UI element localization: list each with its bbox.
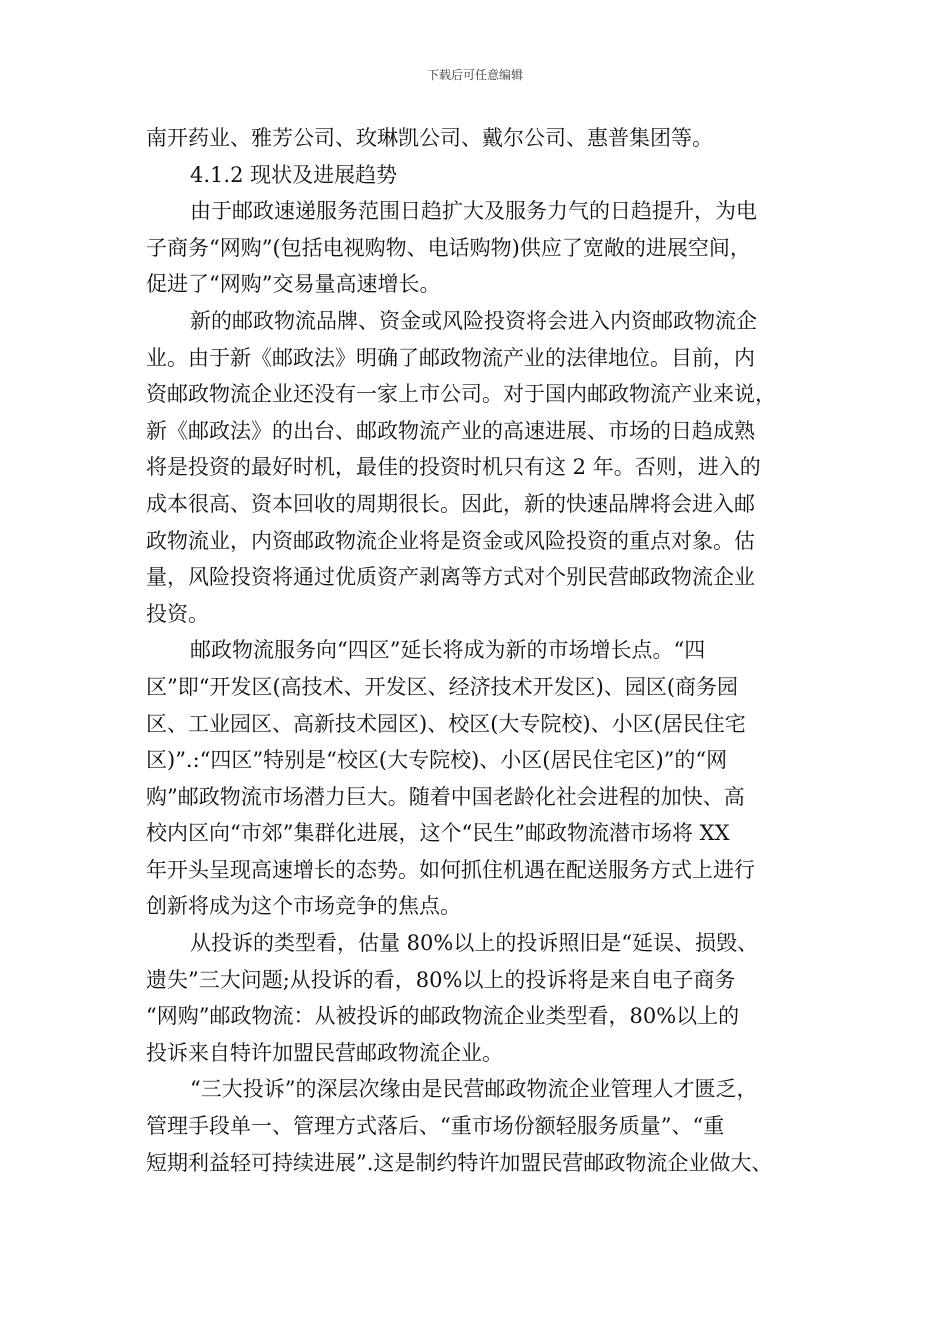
text-line: 南开药业、雅芳公司、玫琳凯公司、戴尔公司、惠普集团等。 [146,126,713,150]
paragraph-line: 遗失”三大问题;从投诉的看，80%以上的投诉将是来自电子商务 [146,967,736,992]
document-body [146,120,826,1181]
paragraph-line: 购”邮政物流市场潜力巨大。随着中国老龄化社会进程的加快、高 [146,784,745,809]
paragraph-line: 新《邮政法》的出台、邮政物流产业的高速进展、市场的日趋成熟 [146,418,755,443]
paragraph-line: 校内区向“市郊”集群化进展，这个“民生”邮政物流潜市场将 XX [146,821,730,846]
paragraph-line: 区”即“开发区(高技术、开发区、经济技术开发区)、园区(商务园 [146,674,739,699]
paragraph-line: 将是投资的最好时机，最佳的投资时机只有这 2 年。否则，进入的 [146,455,761,480]
paragraph-line: 新的邮政物流品牌、资金或风险投资将会进入内资邮政物流企 [190,308,757,333]
paragraph-line: 投资。 [146,601,209,626]
paragraph-line: 资邮政物流企业还没有一家上市公司。对于国内邮政物流产业来说， [146,382,776,407]
paragraph-line: 投诉来自特许加盟民营邮政物流企业。 [146,1040,503,1065]
paragraph-line: 年开头呈现高速增长的态势。如何抓住机遇在配送服务方式上进行 [146,857,755,882]
paragraph-line: 子商务“网购”(包括电视购物、电话购物)供应了宽敞的进展空间， [146,235,751,260]
paragraph-line: “网购”邮政物流：从被投诉的邮政物流企业类型看，80%以上的 [146,1004,740,1029]
paragraph-line: 区、工业园区、高新技术园区)、校区(大专院校)、小区(居民住宅 [146,711,746,736]
paragraph-line: 区)”.:“四区”特别是“校区(大专院校)、小区(居民住宅区)”的“网 [146,748,728,773]
page-header: 下载后可任意编辑 [426,68,523,82]
paragraph-line: 管理手段单一、管理方式落后、“重市场份额轻服务质量”、“重 [146,1114,725,1139]
paragraph-line: 创新将成为这个市场竞争的焦点。 [146,894,461,919]
paragraph-line: 从投诉的类型看，估量 80%以上的投诉照旧是“延误、损毁、 [190,931,759,956]
paragraph-line: 政物流业，内资邮政物流企业将是资金或风险投资的重点对象。估 [146,528,755,553]
paragraph-line: 量，风险投资将通过优质资产剥离等方式对个别民营邮政物流企业 [146,565,755,590]
paragraph-line: 邮政物流服务向“四区”延长将成为新的市场增长点。“四 [190,638,706,663]
paragraph-line: 业。由于新《邮政法》明确了邮政物流产业的法律地位。目前，内 [146,345,755,370]
section-heading: 4.1.2 现状及进展趋势 [190,162,398,187]
paragraph-line: 成本很高、资本回收的周期很长。因此，新的快速品牌将会进入邮 [146,491,755,516]
paragraph-line: “三大投诉”的深层次缘由是民营邮政物流企业管理人才匮乏， [190,1077,758,1102]
paragraph-line: 促进了“网购”交易量高速增长。 [146,272,441,297]
paragraph-line: 由于邮政速递服务范围日趋扩大及服务力气的日趋提升，为电 [190,199,757,224]
paragraph-line: 短期利益轻可持续进展”.这是制约特许加盟民营邮政物流企业做大、 [146,1150,773,1175]
